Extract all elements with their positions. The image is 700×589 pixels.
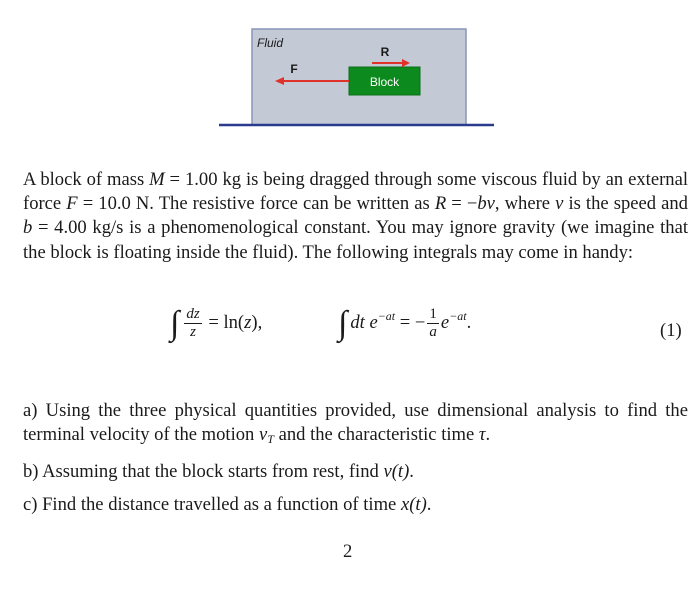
equation-text: . (466, 311, 472, 333)
math-var-b: b (23, 217, 33, 239)
fraction-denominator: a (429, 324, 437, 340)
equation-text: ), (251, 311, 263, 333)
text-run: A block of mass (23, 169, 150, 190)
external-force-label: F (290, 62, 298, 76)
text-run: b) Assuming that the block starts from rest, find (23, 461, 384, 482)
question-list (23, 399, 688, 526)
math-var-z: z (244, 311, 252, 333)
math-var-F: F (66, 193, 78, 215)
text-run: . (485, 424, 491, 445)
math-var-M: M (149, 169, 165, 190)
text-run: and the characteristic time (273, 424, 479, 445)
fraction-1-a (427, 306, 439, 341)
fluid-label: Fluid (257, 36, 284, 50)
text-run: . (409, 461, 414, 482)
fraction-denominator: z (184, 323, 201, 341)
fraction-numerator: dz (186, 306, 200, 322)
equation-1 (0, 300, 700, 360)
question-a (23, 399, 688, 451)
question-b (23, 460, 688, 484)
equation-number: (1) (660, 320, 682, 341)
fluid-diagram (0, 0, 700, 135)
integral-log (170, 306, 262, 341)
text-run: = − (446, 193, 478, 215)
block-label: Block (369, 75, 400, 89)
text-run: a) Using the three physical quantities provided, use dimensional analysis to find the terminal velocity of the motion (23, 400, 688, 445)
problem-paragraph (23, 168, 688, 265)
integrand: dt e (350, 311, 378, 333)
text-run: c) Find the distance travelled as a function of time (23, 494, 401, 515)
math-var-R: R (434, 193, 447, 215)
text-run: is the speed and (563, 193, 688, 215)
equation-text: = − (399, 311, 426, 333)
subscript: T (267, 432, 274, 446)
math-var-v: v (258, 424, 268, 445)
page-number: 2 (343, 541, 353, 562)
math-fn-x-t: x(t) (400, 494, 427, 515)
exponent: −at (449, 308, 467, 323)
text-run: = 4.00 kg/s is a phenomenological constant. You may ignore gravity (we imagine that the block is floating inside the fluid). The following integrals may come in handy: (23, 217, 688, 263)
fraction-numerator: 1 (429, 306, 437, 322)
math-var-tau: τ (478, 424, 486, 445)
fraction-dz-z (184, 306, 201, 341)
text-run: = 1.00 kg is being dragged through some viscous fluid by an external force (23, 169, 688, 215)
resistive-force-label: R (380, 45, 390, 59)
text-run: , where (494, 193, 556, 215)
integral-exponential (338, 306, 471, 341)
math-var-e: e (440, 311, 450, 333)
text-run: = 10.0 N. The resistive force can be written as (77, 193, 435, 215)
math-var-bv: bv (477, 193, 495, 215)
integral-sign: ∫ (170, 304, 180, 342)
equation-text: = ln( (208, 311, 245, 333)
exponent: −at (377, 308, 396, 323)
integral-sign: ∫ (338, 304, 348, 342)
question-c (23, 493, 688, 517)
problem-statement (23, 168, 688, 265)
math-var-v: v (555, 193, 564, 215)
text-run: . (426, 494, 432, 515)
math-fn-v-t: v(t) (383, 461, 410, 482)
